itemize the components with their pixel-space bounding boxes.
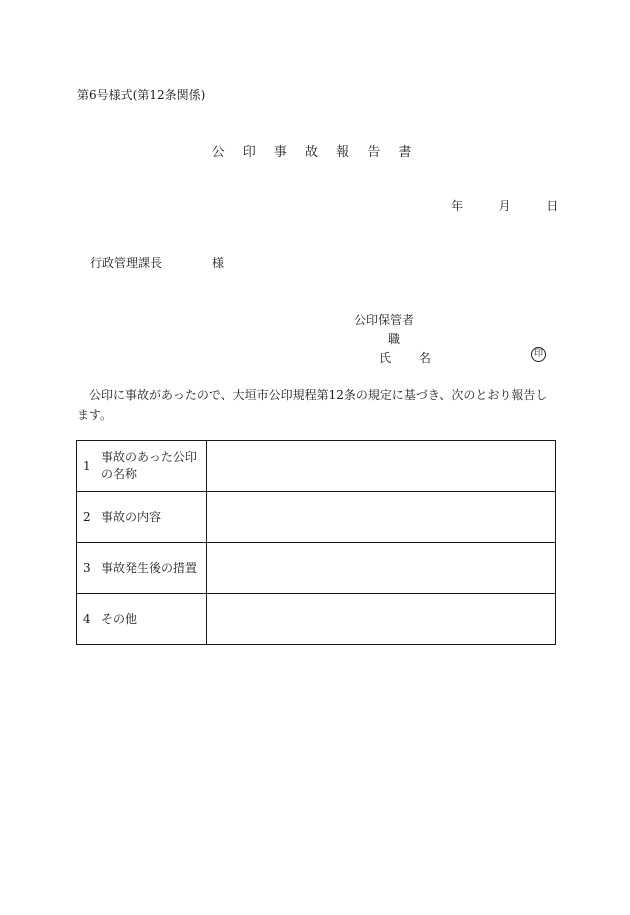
addressee (90, 254, 224, 271)
row-label: 事故発生後の措置 (101, 560, 198, 575)
row-label-cell (77, 594, 207, 645)
row-number: 4 (83, 612, 91, 626)
row-value-cell[interactable] (207, 543, 556, 594)
document-title: 公 印 事 故 報 告 書 (211, 145, 419, 160)
table-row (77, 492, 556, 543)
row-value-cell[interactable] (207, 594, 556, 645)
custodian-title: 公印保管者 (354, 313, 415, 327)
row-label-cell (77, 543, 207, 594)
name-label: 氏 名 (379, 351, 443, 365)
row-value-cell[interactable] (207, 441, 556, 492)
row-label: その他 (101, 611, 138, 626)
addressee-honorific: 様 (212, 256, 225, 270)
date-line (451, 197, 558, 214)
row-value-cell[interactable] (207, 492, 556, 543)
form-number: 第6号様式(第12条関係) (77, 88, 206, 102)
body-text: 公印に事故があったので、大垣市公印規程第12条の規定に基づき、次のとおり報告します。 (77, 388, 548, 422)
report-table (76, 440, 556, 645)
table-row (77, 543, 556, 594)
date-month: 月 (498, 199, 511, 213)
row-label: 事故の内容 (101, 509, 162, 524)
seal-mark: 印 (531, 347, 546, 362)
date-year: 年 (451, 199, 464, 213)
row-label: 事故のあった公印の名称 (101, 450, 197, 481)
date-day: 日 (546, 199, 559, 213)
row-number: 2 (83, 510, 91, 524)
table-row (77, 594, 556, 645)
row-number: 3 (83, 561, 91, 575)
table-row (77, 441, 556, 492)
row-label-cell (77, 441, 207, 492)
row-number: 1 (83, 459, 91, 473)
row-label-cell (77, 492, 207, 543)
addressee-name: 行政管理課長 (90, 256, 163, 270)
position-label: 職 (388, 332, 401, 346)
